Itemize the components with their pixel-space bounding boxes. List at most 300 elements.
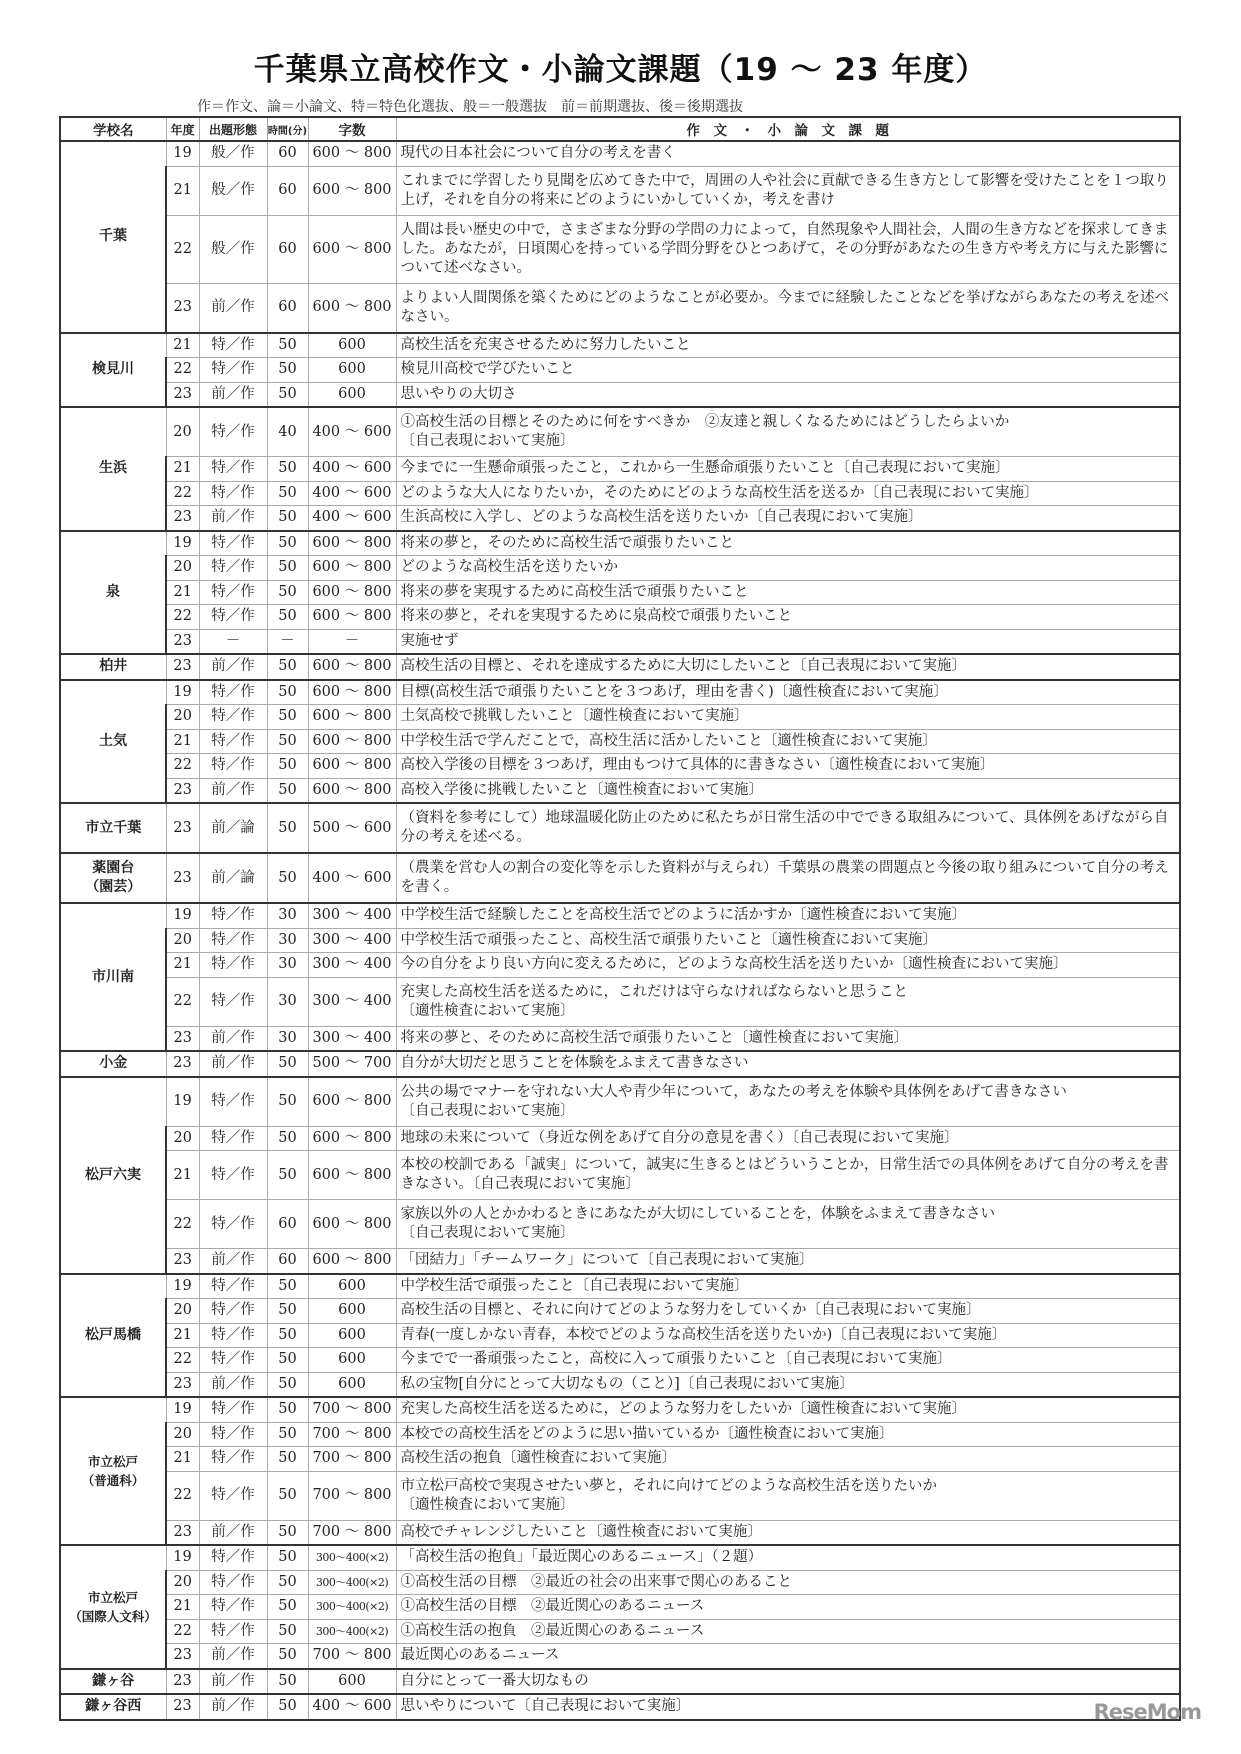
time-cell: 50 bbox=[267, 1545, 308, 1570]
chars-cell: 600 ～ 800 bbox=[308, 166, 396, 215]
time-cell: 50 bbox=[267, 1348, 308, 1373]
format-cell: 特／作 bbox=[199, 1570, 267, 1595]
chars-cell: 600 ～ 800 bbox=[308, 1200, 396, 1249]
time-cell: 60 bbox=[267, 141, 308, 166]
topic-cell: 本校の校訓である「誠実」について，誠実に生きるとはどういうことか，日常生活での具体例をあげて自分の考えを書きなさい。〔自己表現において実施〕 bbox=[396, 1151, 1180, 1200]
year-cell: 23 bbox=[166, 654, 199, 680]
essay-topics-table bbox=[59, 116, 1181, 1721]
table-row bbox=[60, 1274, 1180, 1299]
topic-cell: 高校生活の目標と、それに向けてどのような努力をしていくか〔自己表現において実施〕 bbox=[396, 1299, 1180, 1324]
time-cell: 50 bbox=[267, 382, 308, 407]
format-cell: 前／作 bbox=[199, 1051, 267, 1077]
chars-cell: 400 ～ 600 bbox=[308, 481, 396, 506]
format-cell: 前／作 bbox=[199, 1372, 267, 1397]
format-cell: 前／論 bbox=[199, 853, 267, 903]
page-title: 千葉県立高校作文・小論文課題（19 ～ 23 年度） bbox=[253, 52, 988, 88]
chars-cell: 600 ～ 800 bbox=[308, 215, 396, 283]
format-cell: 前／作 bbox=[199, 1249, 267, 1274]
topic-cell: 青春(一度しかない青春，本校でどのような高校生活を送りたいか)〔自己表現において実施〕 bbox=[396, 1323, 1180, 1348]
year-cell: 19 bbox=[166, 141, 199, 166]
table-row bbox=[60, 1422, 1180, 1447]
year-cell: 23 bbox=[166, 853, 199, 903]
topic-cell: 中学校生活で頑張ったこと、高校生活で頑張りたいこと〔適性検査において実施〕 bbox=[396, 928, 1180, 953]
table-row bbox=[60, 1077, 1180, 1127]
chars-cell: 600 ～ 800 bbox=[308, 1126, 396, 1151]
topic-cell: 充実した高校生活を送るために，どのような努力をしたいか〔適性検査において実施〕 bbox=[396, 1397, 1180, 1422]
topic-cell: どのような大人になりたいか，そのためにどのような高校生活を送るか〔自己表現において実施〕 bbox=[396, 481, 1180, 506]
time-cell: 50 bbox=[267, 1595, 308, 1620]
school-name-cell: 泉 bbox=[60, 531, 166, 655]
format-cell: 前／作 bbox=[199, 1694, 267, 1720]
chars-cell: 300～400(×2) bbox=[308, 1570, 396, 1595]
time-cell: 50 bbox=[267, 1619, 308, 1644]
year-cell: 22 bbox=[166, 1200, 199, 1249]
time-cell: 60 bbox=[267, 283, 308, 333]
year-cell: 21 bbox=[166, 457, 199, 482]
table-row bbox=[60, 333, 1180, 358]
table-header-row bbox=[60, 117, 1180, 141]
topic-cell: 高校生活の抱負〔適性検査において実施〕 bbox=[396, 1447, 1180, 1472]
format-cell: 特／作 bbox=[199, 1151, 267, 1200]
table-row bbox=[60, 1595, 1180, 1620]
time-cell: 50 bbox=[267, 1274, 308, 1299]
format-cell: 特／作 bbox=[199, 605, 267, 630]
time-cell: 30 bbox=[267, 977, 308, 1026]
chars-cell: 600 bbox=[308, 1323, 396, 1348]
school-name-cell: 千葉 bbox=[60, 141, 166, 333]
format-cell: 特／作 bbox=[199, 1274, 267, 1299]
chars-cell: 600 bbox=[308, 1348, 396, 1373]
time-cell: 50 bbox=[267, 654, 308, 680]
topic-cell: 中学校生活で経験したことを高校生活でどのように活かすか〔適性検査において実施〕 bbox=[396, 903, 1180, 928]
format-cell: 特／作 bbox=[199, 1126, 267, 1151]
table-row bbox=[60, 1372, 1180, 1397]
format-cell: 般／作 bbox=[199, 215, 267, 283]
format-cell: 特／作 bbox=[199, 1447, 267, 1472]
school-name-cell: 薬園台 （園芸） bbox=[60, 853, 166, 903]
time-cell: 50 bbox=[267, 778, 308, 803]
topic-cell: （農業を営む人の割合の変化等を示した資料が与えられ）千葉県の農業の問題点と今後の取り組みについて自分の考えを書く。 bbox=[396, 853, 1180, 903]
chars-cell: 300 ～ 400 bbox=[308, 903, 396, 928]
school-name-cell: 土気 bbox=[60, 680, 166, 804]
time-cell: 50 bbox=[267, 605, 308, 630]
chars-cell: 600 ～ 800 bbox=[308, 1077, 396, 1127]
topic-cell: 家族以外の人とかかわるときにあなたが大切にしていることを，体験をふまえて書きなさい 〔自己表現において実施〕 bbox=[396, 1200, 1180, 1249]
school-name-cell: 松戸六実 bbox=[60, 1077, 166, 1274]
topic-cell: 自分にとって一番大切なもの bbox=[396, 1669, 1180, 1695]
chars-cell: 600 ～ 800 bbox=[308, 1249, 396, 1274]
table-row bbox=[60, 605, 1180, 630]
topic-cell: 土気高校で挑戦したいこと〔適性検査において実施〕 bbox=[396, 705, 1180, 730]
format-cell: 特／作 bbox=[199, 1619, 267, 1644]
school-name-cell: 市立松戸 （国際人文科） bbox=[60, 1545, 166, 1669]
format-cell: 特／作 bbox=[199, 1299, 267, 1324]
table-row bbox=[60, 1026, 1180, 1051]
chars-cell: 600 ～ 800 bbox=[308, 580, 396, 605]
year-cell: 20 bbox=[166, 407, 199, 457]
time-cell: 30 bbox=[267, 953, 308, 978]
header-school: 学校名 bbox=[60, 117, 166, 141]
format-cell: 特／作 bbox=[199, 457, 267, 482]
chars-cell: 600 ～ 800 bbox=[308, 654, 396, 680]
table-row bbox=[60, 407, 1180, 457]
topic-cell: 将来の夢と，それを実現するために泉高校で頑張りたいこと bbox=[396, 605, 1180, 630]
time-cell: 50 bbox=[267, 1570, 308, 1595]
table-row bbox=[60, 1570, 1180, 1595]
table-row bbox=[60, 166, 1180, 215]
topic-cell: 目標(高校生活で頑張りたいことを３つあげ，理由を書く)〔適性検査において実施〕 bbox=[396, 680, 1180, 705]
topic-cell: 市立松戸高校で実現させたい夢と，それに向けてどのような高校生活を送りたいか 〔適性検査において実施〕 bbox=[396, 1471, 1180, 1520]
chars-cell: 300 ～ 400 bbox=[308, 1026, 396, 1051]
school-name-cell: 市立千葉 bbox=[60, 803, 166, 853]
topic-cell: 人間は長い歴史の中で，さまざまな分野の学問の力によって，自然現象や人間社会，人間の生き方などを探求してきました。あなたが，日頃関心を持っている学問分野をひとつあげて，その分野があなたの生き方や考え方に与えた影響について述べなさい。 bbox=[396, 215, 1180, 283]
time-cell: 50 bbox=[267, 580, 308, 605]
topic-cell: ①高校生活の目標とそのために何をすべきか ②友達と親しくなるためにはどうしたらよいか 〔自己表現において実施〕 bbox=[396, 407, 1180, 457]
year-cell: 19 bbox=[166, 903, 199, 928]
format-cell: 特／作 bbox=[199, 481, 267, 506]
table-row bbox=[60, 531, 1180, 556]
school-name-cell: 鎌ヶ谷西 bbox=[60, 1694, 166, 1720]
format-cell: 前／論 bbox=[199, 803, 267, 853]
chars-cell: 400 ～ 600 bbox=[308, 457, 396, 482]
topic-cell: これまでに学習したり見聞を広めてきた中で，周囲の人や社会に貢献できる生き方として影響を受けたことを１つ取り上げ，それを自分の将来にどのようにいかしていくか，考えを書け bbox=[396, 166, 1180, 215]
chars-cell: 700 ～ 800 bbox=[308, 1471, 396, 1520]
table-row bbox=[60, 1447, 1180, 1472]
year-cell: 23 bbox=[166, 1644, 199, 1669]
chars-cell: 600 bbox=[308, 358, 396, 383]
year-cell: 23 bbox=[166, 629, 199, 654]
format-cell: 前／作 bbox=[199, 1669, 267, 1695]
year-cell: 21 bbox=[166, 580, 199, 605]
topic-cell: 地球の未来について（身近な例をあげて自分の意見を書く）〔自己表現において実施〕 bbox=[396, 1126, 1180, 1151]
chars-cell: 600 ～ 800 bbox=[308, 141, 396, 166]
year-cell: 22 bbox=[166, 605, 199, 630]
table-row bbox=[60, 1299, 1180, 1324]
table-row bbox=[60, 1545, 1180, 1570]
topic-cell: （資料を参考にして）地球温暖化防止のために私たちが日常生活の中でできる取組みについて、具体例をあげながら自分の考えを述べる。 bbox=[396, 803, 1180, 853]
year-cell: 23 bbox=[166, 1520, 199, 1545]
header-format: 出題形態 bbox=[199, 117, 267, 141]
table-row bbox=[60, 1644, 1180, 1669]
format-cell: 特／作 bbox=[199, 928, 267, 953]
time-cell: 50 bbox=[267, 358, 308, 383]
time-cell: 60 bbox=[267, 166, 308, 215]
topic-cell: 将来の夢と、そのために高校生活で頑張りたいこと〔適性検査において実施〕 bbox=[396, 1026, 1180, 1051]
chars-cell: 600 bbox=[308, 333, 396, 358]
topic-cell: 思いやりについて〔自己表現において実施〕 bbox=[396, 1694, 1180, 1720]
time-cell: 50 bbox=[267, 457, 308, 482]
table-row bbox=[60, 629, 1180, 654]
year-cell: 22 bbox=[166, 754, 199, 779]
year-cell: 19 bbox=[166, 1274, 199, 1299]
header-time: 時間(分) bbox=[267, 117, 308, 141]
table-row bbox=[60, 141, 1180, 166]
time-cell: 50 bbox=[267, 729, 308, 754]
time-cell: 50 bbox=[267, 754, 308, 779]
chars-cell: 600 ～ 800 bbox=[308, 531, 396, 556]
topic-cell: 現代の日本社会について自分の考えを書く bbox=[396, 141, 1180, 166]
year-cell: 20 bbox=[166, 1570, 199, 1595]
format-cell: 前／作 bbox=[199, 1644, 267, 1669]
topic-cell: 「高校生活の抱負」「最近関心のあるニュース」（２題） bbox=[396, 1545, 1180, 1570]
chars-cell: 700 ～ 800 bbox=[308, 1644, 396, 1669]
topic-cell: 中学校生活で頑張ったこと〔自己表現において実施〕 bbox=[396, 1274, 1180, 1299]
format-cell: 特／作 bbox=[199, 556, 267, 581]
chars-cell: 400 ～ 600 bbox=[308, 1694, 396, 1720]
time-cell: 50 bbox=[267, 556, 308, 581]
table-row bbox=[60, 556, 1180, 581]
chars-cell: 600 bbox=[308, 382, 396, 407]
year-cell: 23 bbox=[166, 1669, 199, 1695]
topic-cell: 高校生活の目標と、それを達成するために大切にしたいこと〔自己表現において実施〕 bbox=[396, 654, 1180, 680]
topic-cell: 高校入学後の目標を３つあげ，理由もつけて具体的に書きなさい〔適性検査において実施〕 bbox=[396, 754, 1180, 779]
year-cell: 23 bbox=[166, 506, 199, 531]
chars-cell: 300～400(×2) bbox=[308, 1545, 396, 1570]
year-cell: 21 bbox=[166, 166, 199, 215]
time-cell: 30 bbox=[267, 928, 308, 953]
chars-cell: 700 ～ 800 bbox=[308, 1520, 396, 1545]
time-cell: 50 bbox=[267, 1447, 308, 1472]
time-cell: 30 bbox=[267, 1026, 308, 1051]
format-cell: 前／作 bbox=[199, 1026, 267, 1051]
topic-cell: 最近関心のあるニュース bbox=[396, 1644, 1180, 1669]
school-name-cell: 検見川 bbox=[60, 333, 166, 408]
table-row bbox=[60, 754, 1180, 779]
year-cell: 23 bbox=[166, 778, 199, 803]
format-cell: 般／作 bbox=[199, 166, 267, 215]
topic-cell: 実施せず bbox=[396, 629, 1180, 654]
topic-cell: 高校でチャレンジしたいこと〔適性検査において実施〕 bbox=[396, 1520, 1180, 1545]
table-row bbox=[60, 1669, 1180, 1695]
topic-cell: 本校での高校生活をどのように思い描いているか〔適性検査において実施〕 bbox=[396, 1422, 1180, 1447]
table-row bbox=[60, 1126, 1180, 1151]
format-cell: 特／作 bbox=[199, 358, 267, 383]
year-cell: 20 bbox=[166, 1126, 199, 1151]
format-cell: 特／作 bbox=[199, 531, 267, 556]
chars-cell: 600 ～ 800 bbox=[308, 1151, 396, 1200]
chars-cell: 700 ～ 800 bbox=[308, 1447, 396, 1472]
time-cell: 50 bbox=[267, 531, 308, 556]
chars-cell: 600 ～ 800 bbox=[308, 556, 396, 581]
topic-cell: ①高校生活の目標 ②最近関心のあるニュース bbox=[396, 1595, 1180, 1620]
format-cell: 般／作 bbox=[199, 141, 267, 166]
table-row bbox=[60, 903, 1180, 928]
topic-cell: 中学校生活で学んだことで，高校生活に活かしたいこと〔適性検査において実施〕 bbox=[396, 729, 1180, 754]
year-cell: 19 bbox=[166, 531, 199, 556]
year-cell: 22 bbox=[166, 358, 199, 383]
topic-cell: 自分が大切だと思うことを体験をふまえて書きなさい bbox=[396, 1051, 1180, 1077]
time-cell: 60 bbox=[267, 215, 308, 283]
topic-cell: 将来の夢と，そのために高校生活で頑張りたいこと bbox=[396, 531, 1180, 556]
format-cell: 特／作 bbox=[199, 1545, 267, 1570]
format-cell: 前／作 bbox=[199, 654, 267, 680]
table-row bbox=[60, 457, 1180, 482]
time-cell: 50 bbox=[267, 1644, 308, 1669]
table-row bbox=[60, 1323, 1180, 1348]
topic-cell: ①高校生活の抱負 ②最近関心のあるニュース bbox=[396, 1619, 1180, 1644]
table-row bbox=[60, 1397, 1180, 1422]
format-cell: 特／作 bbox=[199, 754, 267, 779]
format-cell: 特／作 bbox=[199, 705, 267, 730]
format-cell: 特／作 bbox=[199, 953, 267, 978]
time-cell: 50 bbox=[267, 1151, 308, 1200]
chars-cell: 600 ～ 800 bbox=[308, 283, 396, 333]
time-cell: 50 bbox=[267, 1471, 308, 1520]
format-cell: 特／作 bbox=[199, 903, 267, 928]
table-row bbox=[60, 580, 1180, 605]
abbreviation-legend: 作＝作文、論＝小論文、特＝特色化選抜、般＝一般選抜 前＝前期選抜、後＝後期選抜 bbox=[197, 99, 743, 115]
time-cell: 50 bbox=[267, 853, 308, 903]
time-cell: 50 bbox=[267, 1669, 308, 1695]
school-name-cell: 市立松戸 （普通科） bbox=[60, 1397, 166, 1545]
year-cell: 21 bbox=[166, 1595, 199, 1620]
format-cell: 前／作 bbox=[199, 506, 267, 531]
chars-cell: － bbox=[308, 629, 396, 654]
time-cell: 50 bbox=[267, 1126, 308, 1151]
topic-cell: 将来の夢を実現するために高校生活で頑張りたいこと bbox=[396, 580, 1180, 605]
year-cell: 23 bbox=[166, 283, 199, 333]
year-cell: 21 bbox=[166, 1323, 199, 1348]
year-cell: 20 bbox=[166, 1299, 199, 1324]
year-cell: 22 bbox=[166, 1619, 199, 1644]
format-cell: 特／作 bbox=[199, 1077, 267, 1127]
table-row bbox=[60, 506, 1180, 531]
table-row bbox=[60, 1249, 1180, 1274]
topic-cell: 公共の場でマナーを守れない大人や青少年について，あなたの考えを体験や具体例をあげて書きなさい 〔自己表現において実施〕 bbox=[396, 1077, 1180, 1127]
topic-cell: 検見川高校で学びたいこと bbox=[396, 358, 1180, 383]
school-name-cell: 市川南 bbox=[60, 903, 166, 1051]
year-cell: 21 bbox=[166, 333, 199, 358]
chars-cell: 600 ～ 800 bbox=[308, 705, 396, 730]
format-cell: － bbox=[199, 629, 267, 654]
time-cell: － bbox=[267, 629, 308, 654]
chars-cell: 500 ～ 600 bbox=[308, 803, 396, 853]
format-cell: 特／作 bbox=[199, 977, 267, 1026]
chars-cell: 500 ～ 700 bbox=[308, 1051, 396, 1077]
year-cell: 19 bbox=[166, 1077, 199, 1127]
table-row bbox=[60, 215, 1180, 283]
year-cell: 23 bbox=[166, 1249, 199, 1274]
chars-cell: 300 ～ 400 bbox=[308, 928, 396, 953]
table-row bbox=[60, 953, 1180, 978]
time-cell: 50 bbox=[267, 1323, 308, 1348]
chars-cell: 600 bbox=[308, 1274, 396, 1299]
table-row bbox=[60, 654, 1180, 680]
year-cell: 20 bbox=[166, 556, 199, 581]
time-cell: 50 bbox=[267, 333, 308, 358]
time-cell: 50 bbox=[267, 705, 308, 730]
table-row bbox=[60, 382, 1180, 407]
chars-cell: 400 ～ 600 bbox=[308, 407, 396, 457]
table-row bbox=[60, 680, 1180, 705]
chars-cell: 300～400(×2) bbox=[308, 1619, 396, 1644]
table-body bbox=[60, 141, 1180, 1720]
year-cell: 23 bbox=[166, 1051, 199, 1077]
header-chars: 字数 bbox=[308, 117, 396, 141]
year-cell: 22 bbox=[166, 977, 199, 1026]
chars-cell: 600 ～ 800 bbox=[308, 729, 396, 754]
topic-cell: 「団結力」「チームワーク」について〔自己表現において実施〕 bbox=[396, 1249, 1180, 1274]
format-cell: 特／作 bbox=[199, 1397, 267, 1422]
topic-cell: よりよい人間関係を築くためにどのようなことが必要か。今までに経験したことなどを挙げながらあなたの考えを述べなさい。 bbox=[396, 283, 1180, 333]
topic-cell: 今までで一番頑張ったこと，高校に入って頑張りたいこと〔自己表現において実施〕 bbox=[396, 1348, 1180, 1373]
time-cell: 50 bbox=[267, 506, 308, 531]
chars-cell: 300 ～ 400 bbox=[308, 953, 396, 978]
year-cell: 23 bbox=[166, 382, 199, 407]
format-cell: 前／作 bbox=[199, 382, 267, 407]
table-row bbox=[60, 928, 1180, 953]
year-cell: 21 bbox=[166, 729, 199, 754]
resemom-logo: ReseMom bbox=[1093, 1700, 1201, 1724]
table-row bbox=[60, 1619, 1180, 1644]
format-cell: 前／作 bbox=[199, 778, 267, 803]
format-cell: 前／作 bbox=[199, 1520, 267, 1545]
topic-cell: 今までに一生懸命頑張ったこと，これから一生懸命頑張りたいこと〔自己表現において実施〕 bbox=[396, 457, 1180, 482]
table-row bbox=[60, 358, 1180, 383]
year-cell: 21 bbox=[166, 953, 199, 978]
time-cell: 30 bbox=[267, 903, 308, 928]
chars-cell: 600 bbox=[308, 1299, 396, 1324]
table-row bbox=[60, 1051, 1180, 1077]
format-cell: 特／作 bbox=[199, 1200, 267, 1249]
chars-cell: 700 ～ 800 bbox=[308, 1397, 396, 1422]
topic-cell: 生浜高校に入学し、どのような高校生活を送りたいか〔自己表現において実施〕 bbox=[396, 506, 1180, 531]
chars-cell: 600 ～ 800 bbox=[308, 680, 396, 705]
table-row bbox=[60, 1200, 1180, 1249]
topic-cell: 高校入学後に挑戦したいこと〔適性検査において実施〕 bbox=[396, 778, 1180, 803]
format-cell: 特／作 bbox=[199, 1595, 267, 1620]
format-cell: 特／作 bbox=[199, 680, 267, 705]
time-cell: 50 bbox=[267, 1694, 308, 1720]
table-row bbox=[60, 729, 1180, 754]
year-cell: 23 bbox=[166, 1026, 199, 1051]
chars-cell: 600 ～ 800 bbox=[308, 778, 396, 803]
year-cell: 22 bbox=[166, 215, 199, 283]
topic-cell: どのような高校生活を送りたいか bbox=[396, 556, 1180, 581]
table-row bbox=[60, 283, 1180, 333]
time-cell: 60 bbox=[267, 1200, 308, 1249]
table-row bbox=[60, 1348, 1180, 1373]
year-cell: 21 bbox=[166, 1447, 199, 1472]
header-topic: 作 文 ・ 小 論 文 課 題 bbox=[396, 117, 1180, 141]
time-cell: 50 bbox=[267, 1520, 308, 1545]
time-cell: 50 bbox=[267, 1299, 308, 1324]
year-cell: 19 bbox=[166, 680, 199, 705]
year-cell: 20 bbox=[166, 705, 199, 730]
time-cell: 50 bbox=[267, 680, 308, 705]
format-cell: 特／作 bbox=[199, 1348, 267, 1373]
chars-cell: 300～400(×2) bbox=[308, 1595, 396, 1620]
table-row bbox=[60, 481, 1180, 506]
year-cell: 20 bbox=[166, 928, 199, 953]
topic-cell: 充実した高校生活を送るために，これだけは守らなければならないと思うこと 〔適性検査において実施〕 bbox=[396, 977, 1180, 1026]
chars-cell: 600 ～ 800 bbox=[308, 605, 396, 630]
time-cell: 60 bbox=[267, 1249, 308, 1274]
chars-cell: 600 ～ 800 bbox=[308, 754, 396, 779]
school-name-cell: 鎌ヶ谷 bbox=[60, 1669, 166, 1695]
year-cell: 23 bbox=[166, 803, 199, 853]
year-cell: 22 bbox=[166, 1348, 199, 1373]
format-cell: 特／作 bbox=[199, 1323, 267, 1348]
chars-cell: 300 ～ 400 bbox=[308, 977, 396, 1026]
chars-cell: 600 bbox=[308, 1669, 396, 1695]
year-cell: 19 bbox=[166, 1397, 199, 1422]
table-row bbox=[60, 853, 1180, 903]
chars-cell: 400 ～ 600 bbox=[308, 506, 396, 531]
time-cell: 50 bbox=[267, 1397, 308, 1422]
time-cell: 50 bbox=[267, 1372, 308, 1397]
table-row bbox=[60, 1520, 1180, 1545]
